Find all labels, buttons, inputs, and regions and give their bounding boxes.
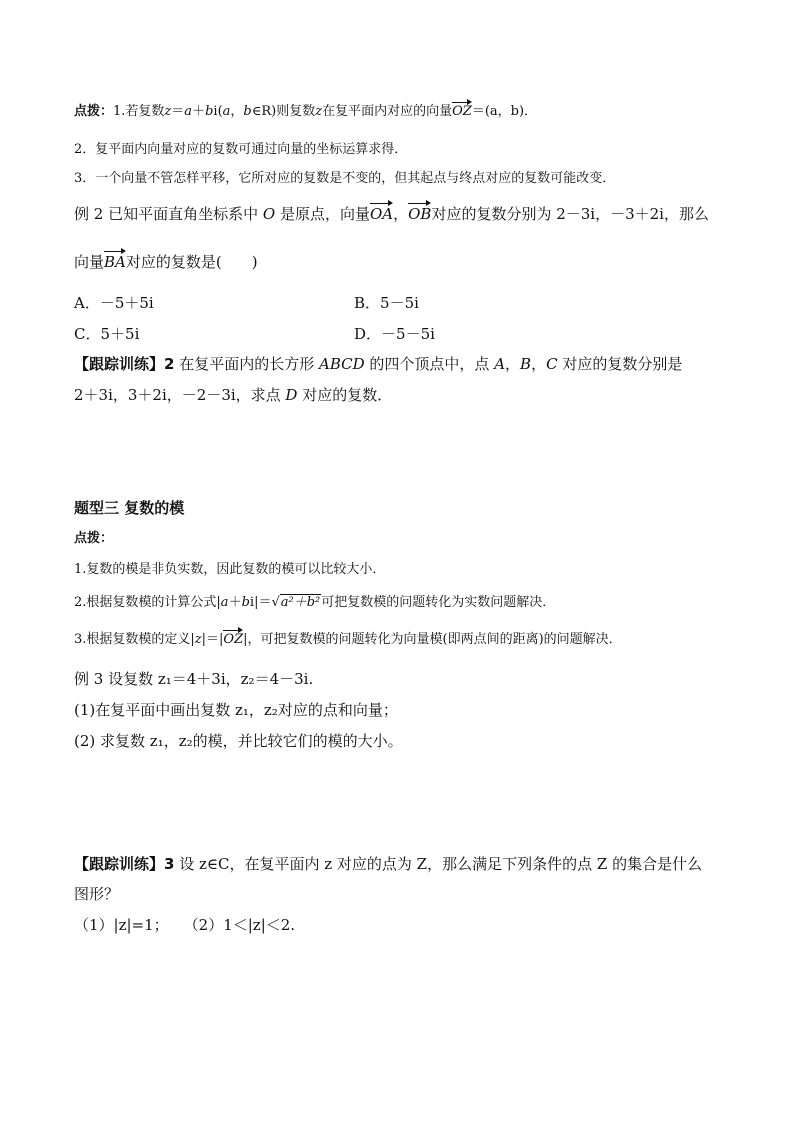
section-3-tip-label: 点拨： <box>74 531 114 546</box>
section-3-tip-1: 1.复数的模是非负实数，因此复数的模可以比较大小． <box>74 562 386 577</box>
section-3-tip-2: 2.根据复数模的计算公式|a＋bi|＝√a²＋b²可把复数模的问题转化为实数问题解决． <box>74 595 556 610</box>
track-2-line-1: 【跟踪训练】2 在复平面内的长方形 ABCD 的四个顶点中，点 A，B，C 对应的复数分别是 <box>74 355 683 373</box>
tip-line-3: 3．一个向量不管怎样平移，它所对应的复数是不变的，但其起点与终点对应的复数可能改变． <box>74 171 616 186</box>
option-b: B．5－5i <box>354 294 419 312</box>
track-3-line-1: 【跟踪训练】3 设 z∈C，在复平面内 z 对应的点为 Z，那么满足下列条件的点 Z 的集合是什么 <box>74 855 703 873</box>
example-2-line-1: 例 2 已知平面直角坐标系中 O 是原点，向量OA，OB对应的复数分别为 2－3i，－3＋2i，那么 <box>74 205 709 223</box>
section-3-heading: 题型三 复数的模 <box>74 499 185 517</box>
option-a: A．－5＋5i <box>74 294 154 312</box>
option-c: C．5＋5i <box>74 325 140 343</box>
track-2-line-2: 2＋3i，3＋2i，－2－3i，求点 D 对应的复数． <box>74 386 393 404</box>
tip-label: 点拨： <box>74 104 114 119</box>
vector-ob: OB <box>408 205 432 223</box>
track-3-line-2: 图形？ <box>74 885 120 903</box>
track-2-label: 【跟踪训练】2 <box>74 355 175 373</box>
tip-line-2: 2．复平面内向量对应的复数可通过向量的坐标运算求得． <box>74 142 408 157</box>
vector-ba: BA <box>104 253 126 271</box>
example-3-line-1: 例 3 设复数 z₁＝4＋3i，z₂＝4－3i. <box>74 670 314 688</box>
vector-oz-modulus: OZ <box>223 632 244 647</box>
tip-line-1: 点拨：1.若复数z＝a＋bi(a，b∈R)则复数z在复平面内对应的向量OZ＝(a，b)． <box>74 104 538 119</box>
example-3-line-3: (2) 求复数 z₁，z₂的模，并比较它们的模的大小。 <box>74 732 403 750</box>
vector-oz: OZ <box>452 104 472 119</box>
example-2-line-2: 向量BA对应的复数是( ) <box>74 253 258 271</box>
sqrt-expression: a²＋b² <box>280 595 321 610</box>
option-d: D．－5－5i <box>354 325 435 343</box>
vector-oa: OA <box>369 205 394 223</box>
track-3-line-3: （1）|z|=1； （2）1＜|z|＜2. <box>74 916 296 934</box>
example-3-line-2: (1)在复平面中画出复数 z₁，z₂对应的点和向量； <box>74 701 398 719</box>
section-3-tip-3: 3.根据复数模的定义|z|＝|OZ|，可把复数模的问题转化为向量模(即两点间的距离)的问题解决． <box>74 632 622 647</box>
track-3-label: 【跟踪训练】3 <box>74 855 175 873</box>
